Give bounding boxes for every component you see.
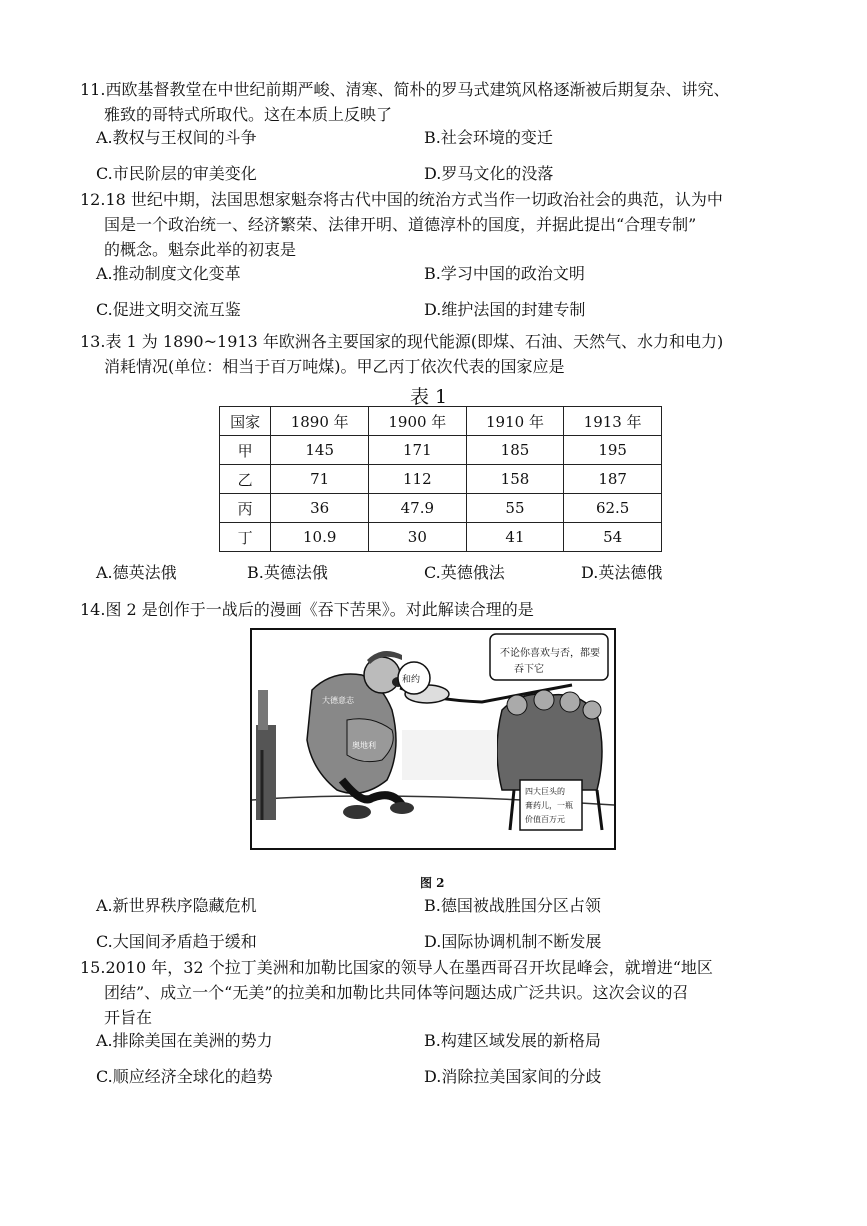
speech-bubble-line2: 吞下它 (514, 664, 544, 675)
q13-option-b[interactable]: B.英德法俄 (247, 563, 328, 582)
q15-option-c[interactable]: C.顺应经济全球化的趋势 (96, 1067, 273, 1086)
jar-label-line3: 价值百万元 (525, 815, 565, 824)
q12-stem-line3: 的概念。魁奈此举的初衷是 (104, 240, 297, 259)
spoon-label: 和约 (402, 675, 421, 685)
table-cell: 41 (466, 523, 564, 552)
table-header-cell: 1890 年 (271, 407, 369, 436)
q15-option-d[interactable]: D.消除拉美国家间的分歧 (424, 1067, 602, 1086)
table-row (220, 494, 662, 523)
q15-stem-line1: 15.2010 年，32 个拉丁美洲和加勒比国家的领导人在墨西哥召开坎昆峰会，就增进“地区 (80, 958, 713, 977)
table-cell: 乙 (220, 465, 271, 494)
table-cell: 187 (564, 465, 662, 494)
q12-option-b[interactable]: B.学习中国的政治文明 (424, 264, 585, 283)
table-header-cell: 1910 年 (466, 407, 564, 436)
q11-option-d[interactable]: D.罗马文化的没落 (424, 164, 554, 183)
table-cell: 195 (564, 436, 662, 465)
table-cell: 145 (271, 436, 369, 465)
q15-stem-line2: 团结”、成立一个“无美”的拉美和加勒比共同体等问题达成广泛共识。这次会议的召 (104, 983, 689, 1002)
q13-stem-line1: 13.表 1 为 1890~1913 年欧洲各主要国家的现代能源(即煤、石油、天然气、水力和电力) (80, 332, 724, 351)
table-cell: 171 (369, 436, 467, 465)
q15-option-b[interactable]: B.构建区域发展的新格局 (424, 1031, 601, 1050)
table-cell: 71 (271, 465, 369, 494)
table-cell: 185 (466, 436, 564, 465)
table-cell: 55 (466, 494, 564, 523)
q12-stem-line1: 12.18 世纪中期，法国思想家魁奈将古代中国的统治方式当作一切政治社会的典范，认为中 (80, 190, 723, 209)
table-header-cell: 1913 年 (564, 407, 662, 436)
energy-table (219, 406, 662, 552)
figure-caption: 图 2 (420, 876, 445, 890)
q12-option-a[interactable]: A.推动制度文化变革 (96, 264, 241, 283)
q14-option-d[interactable]: D.国际协调机制不断发展 (424, 932, 602, 951)
q13-option-a[interactable]: A.德英法俄 (96, 563, 177, 582)
table-cell: 158 (466, 465, 564, 494)
table-cell: 丙 (220, 494, 271, 523)
q13-stem-line2: 消耗情况(单位：相当于百万吨煤)。甲乙丙丁依次代表的国家应是 (104, 357, 565, 376)
q15-stem-line3: 开旨在 (104, 1008, 153, 1027)
table-caption: 表 1 (410, 386, 448, 408)
q14-option-b[interactable]: B.德国被战胜国分区占领 (424, 896, 601, 915)
q11-stem-line1: 11.西欧基督教堂在中世纪前期严峻、清寒、简朴的罗马式建筑风格逐渐被后期复杂、讲究、 (80, 80, 730, 99)
table-header-cell: 国家 (220, 407, 271, 436)
q14-stem: 14.图 2 是创作于一战后的漫画《吞下苦果》。对此解读合理的是 (80, 600, 534, 619)
q13-option-c[interactable]: C.英德俄法 (424, 563, 505, 582)
table-cell: 62.5 (564, 494, 662, 523)
q11-option-a[interactable]: A.教权与王权间的斗争 (96, 128, 257, 147)
q11-option-b[interactable]: B.社会环境的变迁 (424, 128, 553, 147)
table-cell: 36 (271, 494, 369, 523)
q15-option-a[interactable]: A.排除美国在美洲的势力 (96, 1031, 273, 1050)
figure-label-2: 奥地利 (352, 741, 376, 750)
q13-option-d[interactable]: D.英法德俄 (581, 563, 663, 582)
jar-label-line1: 四大巨头的 (525, 787, 565, 796)
table-cell: 54 (564, 523, 662, 552)
table-row (220, 523, 662, 552)
table-header-cell: 1900 年 (369, 407, 467, 436)
q12-stem-line2: 国是一个政治统一、经济繁荣、法律开明、道德淳朴的国度，并据此提出“合理专制” (104, 215, 697, 234)
table-cell: 112 (369, 465, 467, 494)
table-cell: 甲 (220, 436, 271, 465)
jar-label-line2: 膏药儿，一瓶 (525, 801, 573, 810)
q12-option-c[interactable]: C.促进文明交流互鉴 (96, 300, 241, 319)
q14-option-a[interactable]: A.新世界秩序隐藏危机 (96, 896, 257, 915)
table-cell: 丁 (220, 523, 271, 552)
table-cell: 47.9 (369, 494, 467, 523)
cartoon-figure (250, 628, 616, 850)
table-header-row (220, 407, 662, 436)
q14-option-c[interactable]: C.大国间矛盾趋于缓和 (96, 932, 257, 951)
q11-stem-line2: 雅致的哥特式所取代。这在本质上反映了 (104, 105, 393, 124)
figure-label-1: 大德意志 (322, 696, 354, 705)
table-row (220, 436, 662, 465)
q12-option-d[interactable]: D.维护法国的封建专制 (424, 300, 586, 319)
table-cell: 10.9 (271, 523, 369, 552)
table-row (220, 465, 662, 494)
q11-option-c[interactable]: C.市民阶层的审美变化 (96, 164, 257, 183)
table-cell: 30 (369, 523, 467, 552)
speech-bubble-line1: 不论你喜欢与否，都要 (500, 648, 600, 659)
